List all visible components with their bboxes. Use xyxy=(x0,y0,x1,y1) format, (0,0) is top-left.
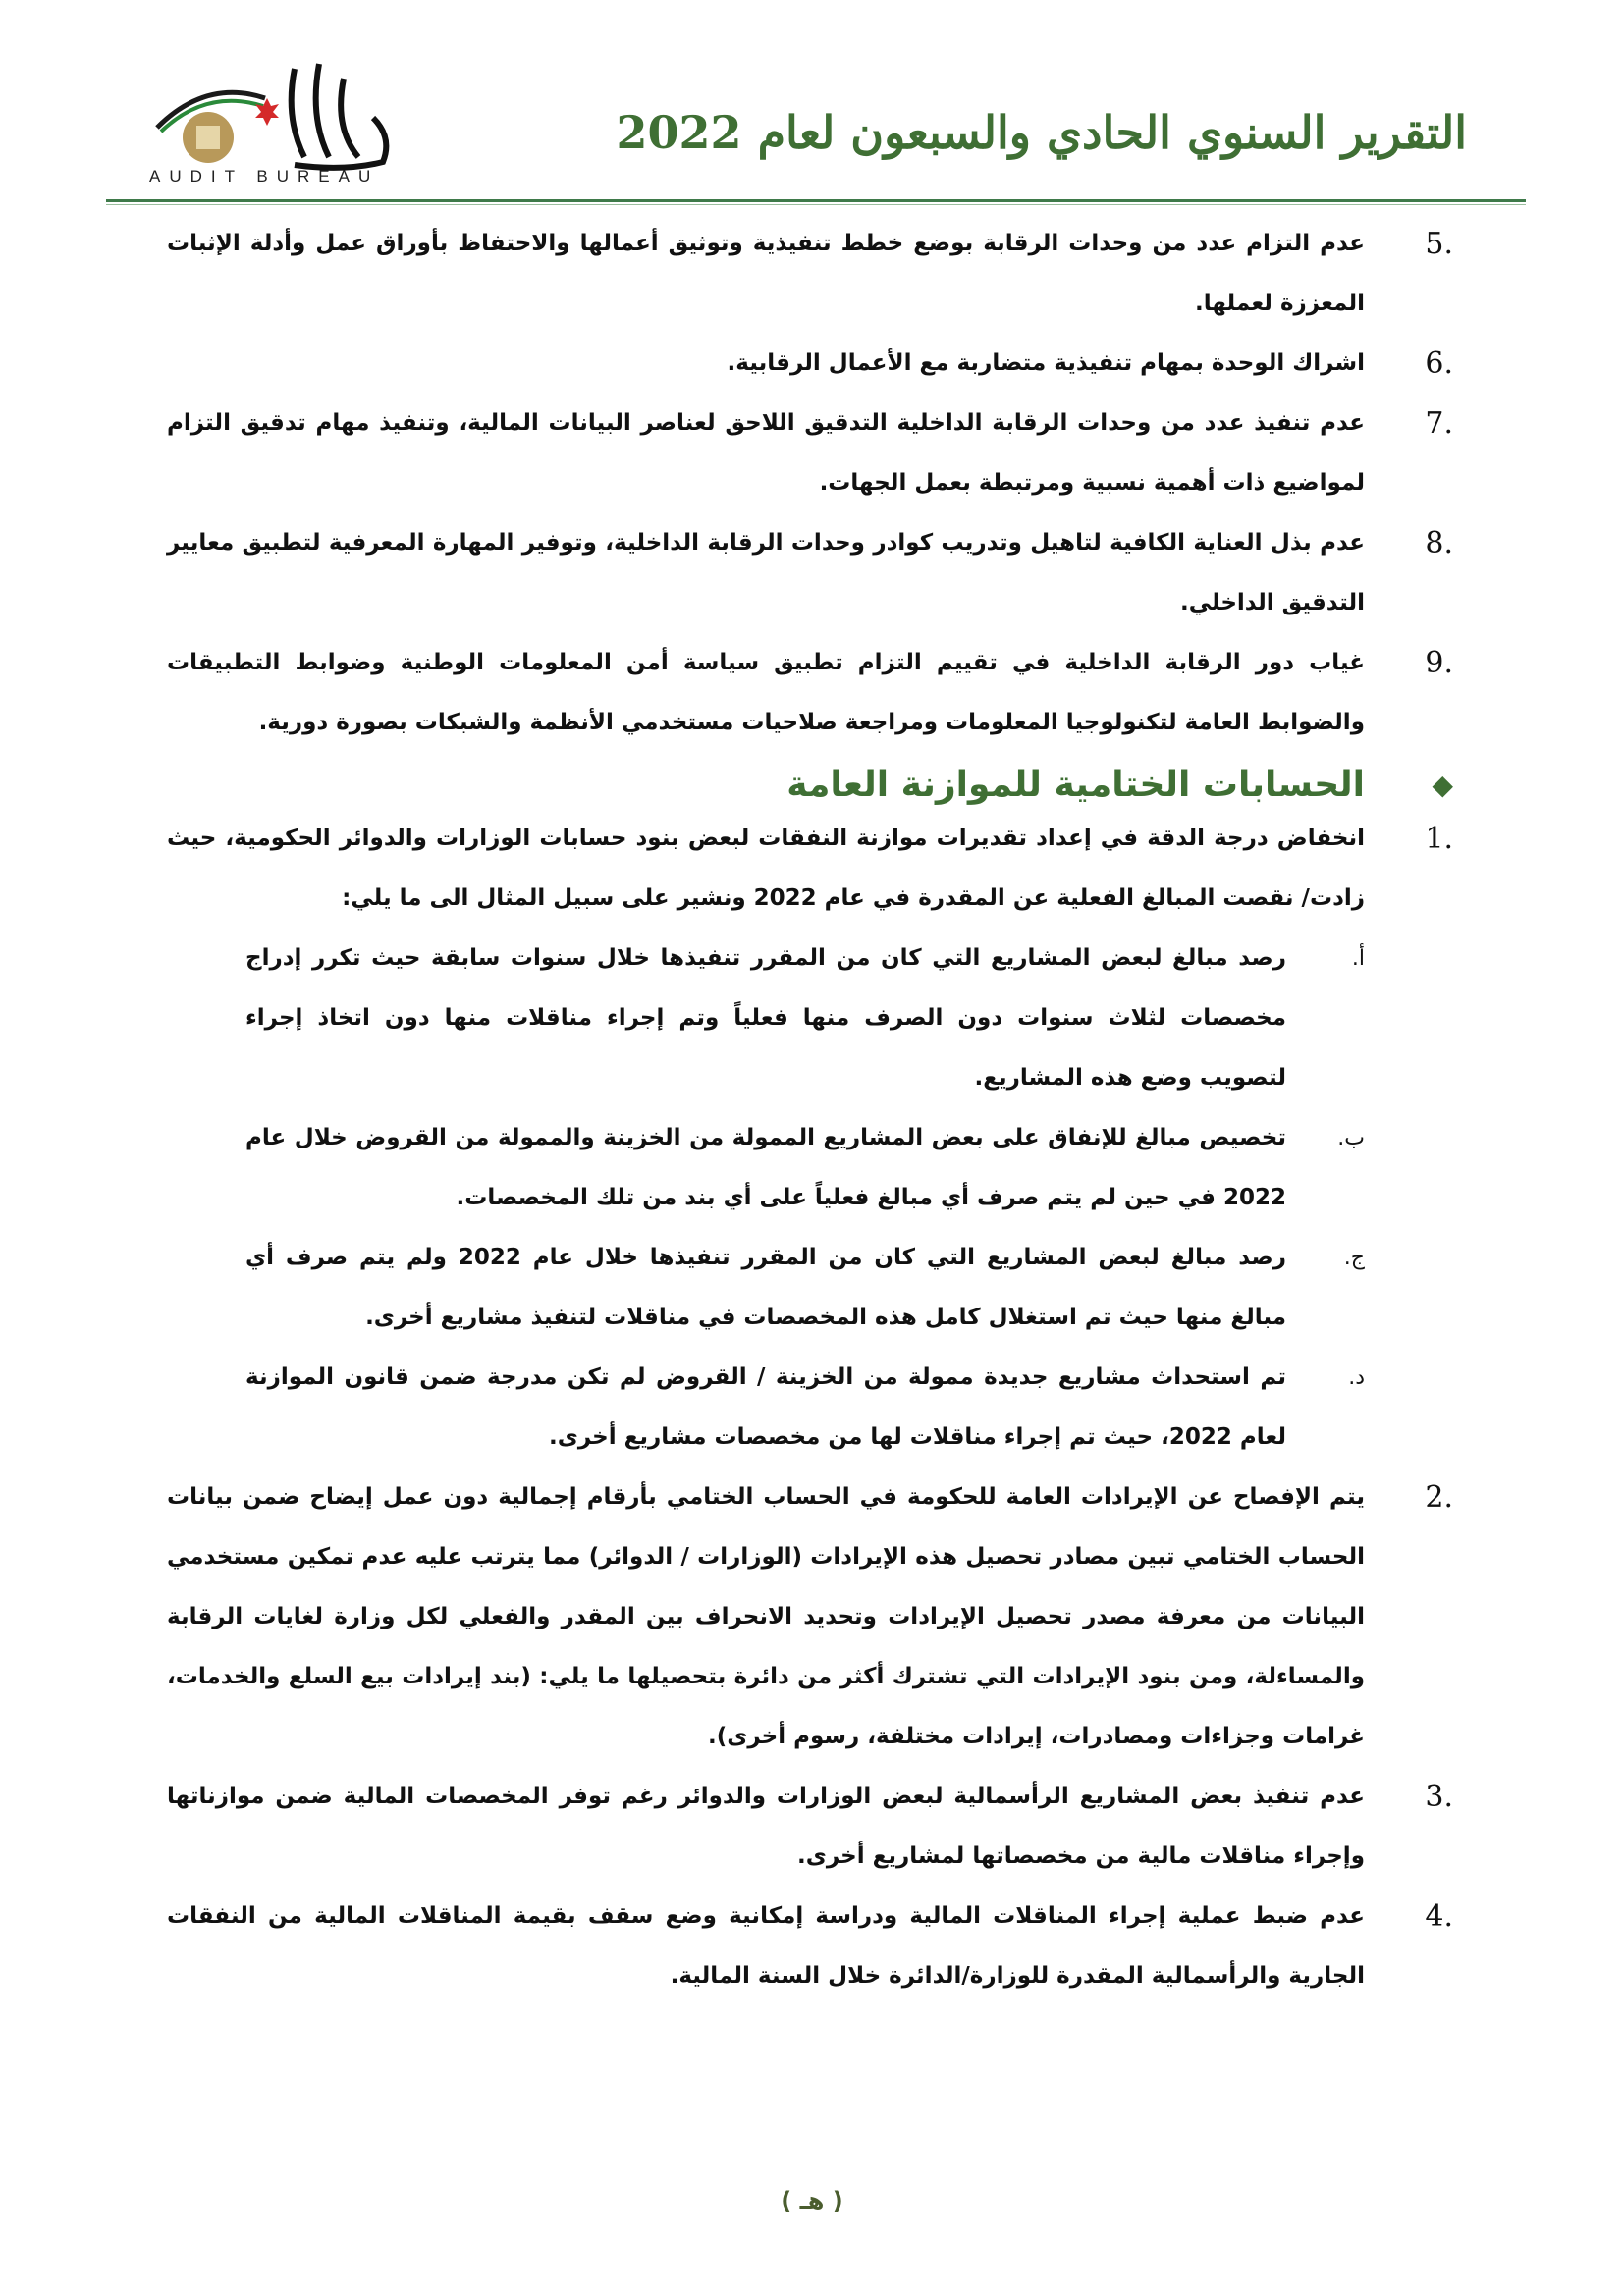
page-header xyxy=(0,0,1624,211)
item-text: تخصيص مبالغ للإنفاق على بعض المشاريع الممولة من الخزينة والممولة من القروض خلال عام 2022 في حين لم يتم صرف أي مبالغ فعلياً على أي بند من تلك المخصصات. xyxy=(245,1125,1286,1210)
item-text: رصد مبالغ لبعض المشاريع التي كان من المقرر تنفيذها خلال عام 2022 ولم يتم صرف أي مبالغ منها حيث تم استغلال كامل هذه المخصصات في مناقلات لتنفيذ مشاريع أخرى. xyxy=(245,1245,1286,1330)
sub-list-item xyxy=(167,1348,1365,1468)
header-divider-thin xyxy=(106,204,1526,205)
page-number: ( هـ ) xyxy=(781,2187,843,2215)
item-number: .3 xyxy=(1425,1780,1453,1814)
list-item xyxy=(167,394,1453,513)
list-item xyxy=(167,1468,1453,1767)
list-item xyxy=(167,809,1453,929)
item-text: اشراك الوحدة بمهام تنفيذية متضاربة مع الأعمال الرقابية. xyxy=(727,350,1365,376)
section-heading xyxy=(167,765,1453,805)
item-letter: د. xyxy=(1348,1365,1365,1390)
report-title: التقرير السنوي الحادي والسبعون لعام 2022 xyxy=(616,106,1467,159)
item-number: .4 xyxy=(1425,1899,1453,1934)
header-divider xyxy=(106,199,1526,202)
item-letter: ب. xyxy=(1337,1126,1365,1150)
list-item xyxy=(167,1887,1453,2006)
item-text: عدم تنفيذ بعض المشاريع الرأسمالية لبعض الوزارات والدوائر رغم توفر المخصصات المالية ضمن موازناتها وإجراء مناقلات مالية من مخصصاتها لمشاريع أخرى. xyxy=(167,1784,1365,1869)
list-item xyxy=(167,513,1453,633)
diamond-bullet-icon: ◆ xyxy=(1432,769,1453,801)
item-number: .8 xyxy=(1425,526,1453,561)
item-letter: أ. xyxy=(1351,946,1365,971)
list-item xyxy=(167,214,1453,334)
logo-text: AUDIT BUREAU xyxy=(149,167,380,186)
item-number: .9 xyxy=(1425,646,1453,680)
item-number: .6 xyxy=(1425,347,1453,381)
item-text: انخفاض درجة الدقة في إعداد تقديرات موازنة النفقات لبعض بنود حسابات الوزارات والدوائر الحكومية، حيث زادت/ نقصت المبالغ الفعلية عن المقدرة في عام 2022 ونشير على سبيل المثال الى ما يلي: xyxy=(167,826,1365,911)
item-text: تم استحداث مشاريع جديدة ممولة من الخزينة / القروض لم تكن مدرجة ضمن قانون الموازنة لعام 2022، حيث تم إجراء مناقلات لها من مخصصات مشاريع أخرى. xyxy=(245,1364,1286,1450)
page-body xyxy=(167,214,1453,2006)
item-number: .2 xyxy=(1425,1480,1453,1515)
item-text: عدم بذل العناية الكافية لتاهيل وتدريب كوادر وحدات الرقابة الداخلية، وتوفير المهارة المعرفية لتطبيق معايير التدقيق الداخلي. xyxy=(167,530,1365,615)
item-text: غياب دور الرقابة الداخلية في تقييم التزام تطبيق سياسة أمن المعلومات الوطنية وضوابط التطبيقات والضوابط العامة لتكنولوجيا المعلومات ومراجعة صلاحيات مستخدمي الأنظمة والشبكات بصورة دورية. xyxy=(167,650,1365,735)
item-letter: ج. xyxy=(1343,1246,1365,1270)
list-item xyxy=(167,334,1453,394)
list-item xyxy=(167,1767,1453,1887)
sub-list-item xyxy=(167,1228,1365,1348)
item-text: عدم التزام عدد من وحدات الرقابة بوضع خطط تنفيذية وتوثيق أعمالها والاحتفاظ بأوراق عمل وأدلة الإثبات المعززة لعملها. xyxy=(167,231,1365,316)
sub-list-item xyxy=(167,929,1365,1108)
sub-list-item xyxy=(167,1108,1365,1228)
item-number: .7 xyxy=(1425,406,1453,441)
item-number: .1 xyxy=(1425,822,1453,856)
item-text: عدم ضبط عملية إجراء المناقلات المالية ودراسة إمكانية وضع سقف بقيمة المناقلات المالية من النفقات الجارية والرأسمالية المقدرة للوزارة/الدائرة خلال السنة المالية. xyxy=(167,1903,1365,1989)
item-number: .5 xyxy=(1425,227,1453,261)
item-text: رصد مبالغ لبعض المشاريع التي كان من المقرر تنفيذها خلال سنوات سابقة حيث تكرر إدراج مخصصات لثلاث سنوات دون الصرف منها فعلياً وتم إجراء مناقلات منها دون اتخاذ إجراء لتصويب وضع هذه المشاريع. xyxy=(245,945,1286,1091)
section-title: الحسابات الختامية للموازنة العامة xyxy=(786,765,1365,805)
list-item xyxy=(167,633,1453,753)
item-text: عدم تنفيذ عدد من وحدات الرقابة الداخلية التدقيق اللاحق لعناصر البيانات المالية، وتنفيذ مهام تدقيق التزام لمواضيع ذات أهمية نسبية ومرتبطة بعمل الجهات. xyxy=(167,410,1365,496)
item-text: يتم الإفصاح عن الإيرادات العامة للحكومة في الحساب الختامي بأرقام إجمالية دون عمل إيضاح ضمن بيانات الحساب الختامي تبين مصادر تحصيل هذه الإيرادات (الوزارات / الدوائر) مما يترتب عليه عدم تمكين مستخدمي البيانات من معرفة مصدر تحصيل الإيرادات وتحديد الانحراف بين المقدر والفعلي لكل وزارة لغايات الرقابة والمساءلة، ومن بنود الإيرادات التي تشترك أكثر من دائرة بتحصيلها ما يلي: (بند إيرادات بيع السلع والخدمات، غرامات وجزاءات ومصادرات، إيرادات مختلفة، رسوم أخرى). xyxy=(167,1484,1365,1749)
